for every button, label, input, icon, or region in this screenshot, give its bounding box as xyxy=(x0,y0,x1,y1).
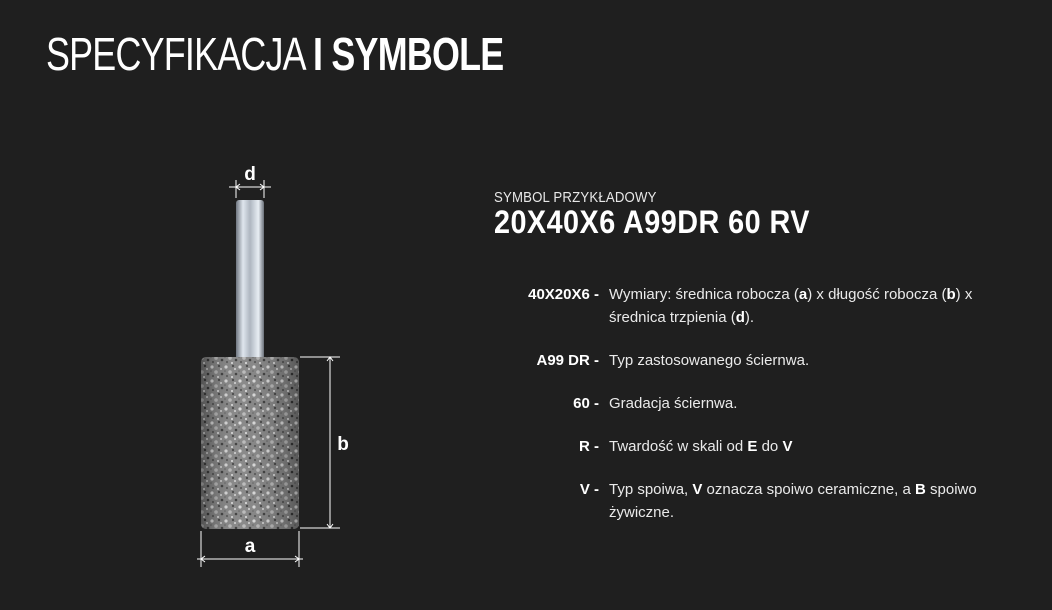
legend-description xyxy=(603,478,1009,524)
symbol-legend xyxy=(420,283,1040,524)
legend-text-part: ) x średnica trzpienia ( xyxy=(609,286,973,326)
legend-description xyxy=(603,435,1009,458)
shank xyxy=(236,200,264,365)
legend-row xyxy=(420,435,1040,458)
legend-text-part: ) x długość robocza ( xyxy=(807,286,947,303)
title-bold: I SYMBOLE xyxy=(313,28,504,80)
label-d: d xyxy=(244,164,256,185)
legend-text-part: spoiwo żywiczne. xyxy=(609,481,977,521)
legend-code: 40X20X6 - xyxy=(528,286,599,303)
legend-text-part: oznacza spoiwo ceramiczne, a xyxy=(702,481,915,498)
legend-code: 60 - xyxy=(573,395,599,412)
legend-description xyxy=(603,283,1009,329)
legend-code: V - xyxy=(579,481,599,498)
legend-code: A99 DR - xyxy=(536,352,599,369)
legend-code: R - xyxy=(579,438,599,455)
legend-description xyxy=(603,392,1009,415)
legend-text-part: Typ zastosowanego ściernwa. xyxy=(609,352,810,369)
legend-row xyxy=(420,283,1040,329)
symbol-label: SYMBOL PRZYKŁADOWY xyxy=(494,189,657,206)
title-light: SPECYFIKACJA xyxy=(46,28,304,80)
legend-text-part: B xyxy=(915,481,926,498)
label-a: a xyxy=(244,536,256,557)
legend-text-part: E xyxy=(747,438,758,455)
legend-row xyxy=(420,349,1040,372)
legend-text-part: ). xyxy=(744,309,755,326)
legend-text-part: do xyxy=(757,438,783,455)
abrasive-head xyxy=(201,357,299,529)
legend-text-part: a xyxy=(798,286,808,303)
legend-text-part: Typ spoiwa, xyxy=(609,481,693,498)
symbol-value: 20X40X6 A99DR 60 RV xyxy=(494,204,810,240)
legend-row xyxy=(420,478,1040,524)
legend-description xyxy=(603,349,1009,372)
legend-text-part: V xyxy=(692,481,703,498)
legend-text-part: b xyxy=(946,286,956,303)
legend-text-part: d xyxy=(735,309,745,326)
legend-row xyxy=(420,392,1040,415)
dimension-b xyxy=(300,357,340,528)
legend-text-part: Gradacja ściernwa. xyxy=(609,395,738,412)
legend-text-part: Wymiary: średnica robocza ( xyxy=(609,286,799,303)
legend-text-part: V xyxy=(782,438,793,455)
legend-text-part: Twardość w skali od xyxy=(609,438,748,455)
label-b: b xyxy=(337,434,349,455)
